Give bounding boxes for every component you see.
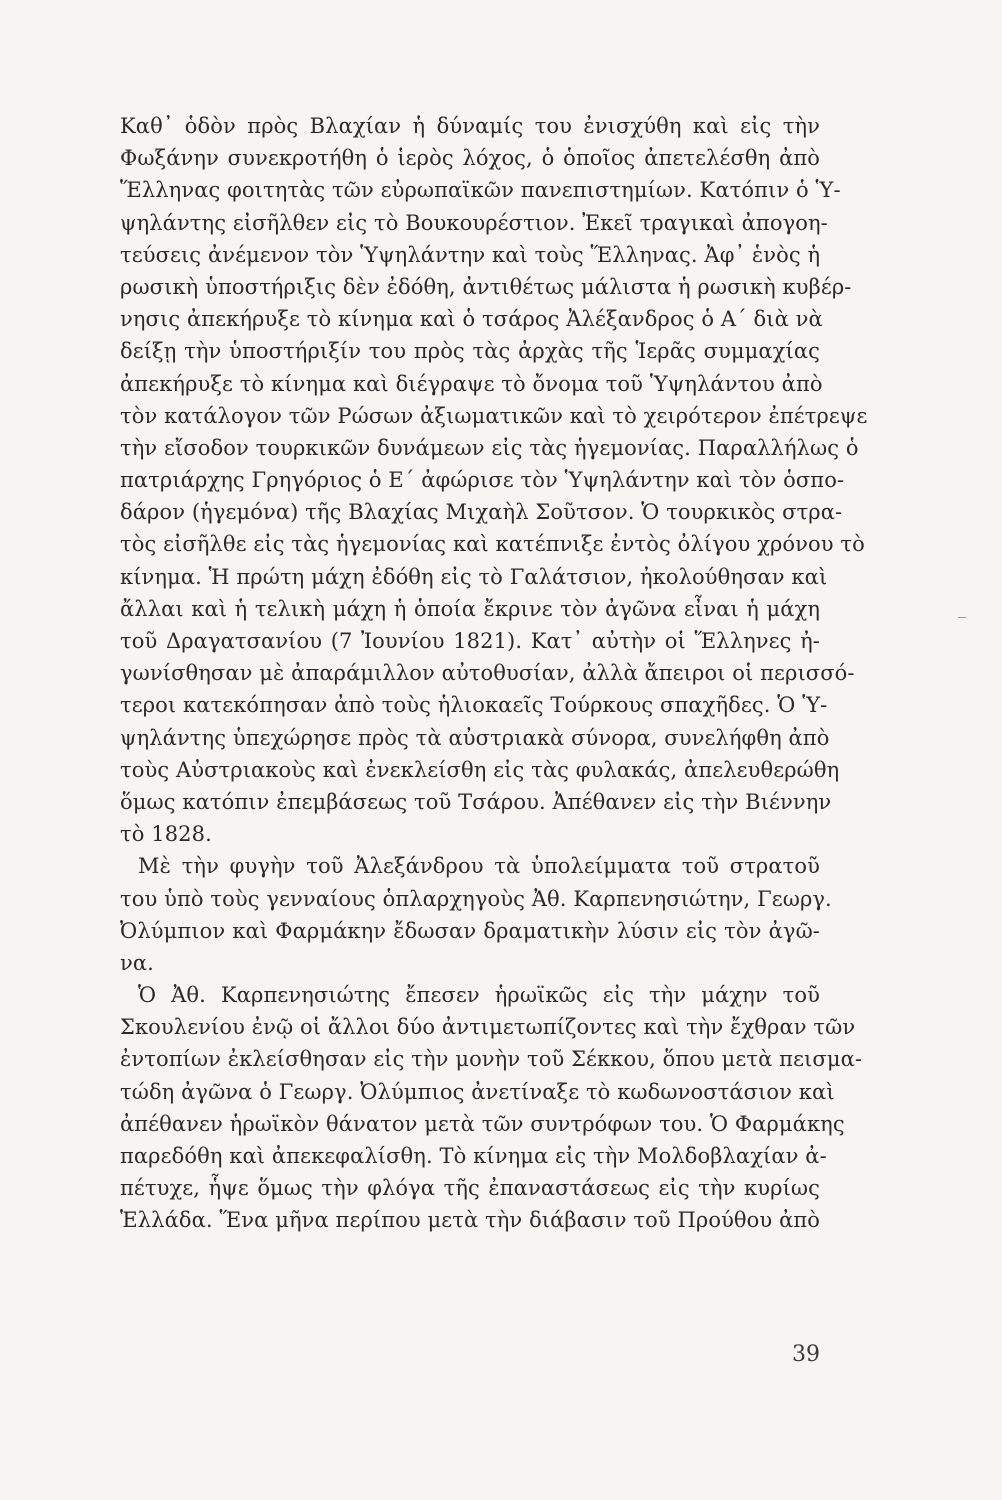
text-line: Σκουλενίου ἐνῷ οἱ ἄλλοι δύο ἀντιμετωπίζοντες καὶ τὴν ἔχθραν τῶν (120, 1015, 856, 1040)
text-line: τὸν κατάλογον τῶν Ρώσων ἀξιωματικῶν καὶ τὸ χειρότερον ἐπέτρεψε (120, 403, 868, 428)
text-line: Ἕλληνας φοιτητὰς τῶν εὐρωπαϊκῶν πανεπιστημίων. Κατόπιν ὁ Ὑ- (120, 178, 841, 203)
text-line: πατριάρχης Γρηγόριος ὁ Ε΄ ἀφώρισε τὸν Ὑψηλάντην καὶ τὸν ὁσπο- (120, 468, 845, 493)
text-line: τὸς εἰσῆλθε εἰς τὰς ἡγεμονίας καὶ κατέπνιξε ἐντὸς ὀλίγου χρόνου τὸ (120, 532, 865, 557)
text-line: Ἑλλάδα. Ἕνα μῆνα περίπου μετὰ τὴν διάβασιν τοῦ Προύθου ἀπὸ (120, 1208, 820, 1233)
text-line: ψηλάντης ὑπεχώρησε πρὸς τὰ αὐστριακὰ σύνορα, συνελήφθη ἀπὸ (120, 725, 830, 750)
text-line: Ὀλύμπιον καὶ Φαρμάκην ἔδωσαν δραματικὴν λύσιν εἰς τὸν ἀγῶ- (120, 918, 820, 943)
text-line: Καθ᾽ ὁδὸν πρὸς Βλαχίαν ἡ δύναμίς του ἐνισχύθη καὶ εἰς τὴν (120, 114, 820, 138)
body-text (120, 110, 868, 1237)
text-line: τοὺς Αὐστριακοὺς καὶ ἐνεκλείσθη εἰς τὰς φυλακάς, ἀπελευθερώθη (120, 757, 840, 782)
text-line: κίνημα. Ἡ πρώτη μάχη ἐδόθη εἰς τὸ Γαλάτσιον, ἠκολούθησαν καὶ (120, 564, 828, 589)
text-line: ὅμως κατόπιν ἐπεμβάσεως τοῦ Τσάρου. Ἀπέθανεν εἰς τὴν Βιέννην (120, 789, 832, 814)
text-line: Φωξάνην συνεκροτήθη ὁ ἱερὸς λόχος, ὁ ὁποῖος ἀπετελέσθη ἀπὸ (120, 146, 820, 171)
text-line: τώδη ἀγῶνα ὁ Γεωργ. Ὀλύμπιος ἀνετίναξε τὸ κωδωνοστάσιον καὶ (120, 1079, 835, 1104)
text-line: ρωσικὴ ὑποστήριξις δὲν ἐδόθη, ἀντιθέτως μάλιστα ἡ ρωσικὴ κυβέρ- (120, 274, 852, 299)
text-line: παρεδόθη καὶ ἀπεκεφαλίσθη. Τὸ κίνημα εἰς τὴν Μολδοβλαχίαν ἀ- (120, 1144, 827, 1168)
text-line: πέτυχε, ἧψε ὅμως τὴν φλόγα τῆς ἐπαναστάσεως εἰς τὴν κυρίως (120, 1176, 820, 1201)
page-number: 39 (792, 1342, 820, 1367)
text-line: του ὑπὸ τοὺς γενναίους ὁπλαρχηγοὺς Ἀθ. Καρπενησιώτην, Γεωργ. (120, 886, 832, 911)
text-line: δάρον (ἡγεμόνα) τῆς Βλαχίας Μιχαὴλ Σοῦτσον. Ὁ τουρκικὸς στρα- (120, 500, 843, 525)
text-line: δείξῃ τὴν ὑποστήριξίν του πρὸς τὰς ἀρχὰς τῆς Ἱερᾶς συμμαχίας (120, 339, 820, 364)
text-line: γωνίσθησαν μὲ ἀπαράμιλλον αὐτοθυσίαν, ἀλλὰ ἄπειροι οἱ περισσό- (120, 661, 855, 686)
text-line: να. (120, 950, 154, 975)
text-line: ἄλλαι καὶ ἡ τελικὴ μάχη ἡ ὁποία ἔκρινε τὸν ἀγῶνα εἶναι ἡ μάχη (120, 596, 820, 621)
text-line: ἐντοπίων ἐκλείσθησαν εἰς τὴν μονὴν τοῦ Σέκκου, ὅπου μετὰ πεισμα- (120, 1047, 863, 1072)
text-line: ψηλάντης εἰσῆλθεν εἰς τὸ Βουκουρέστιον. Ἐκεῖ τραγικαὶ ἀπογοη- (120, 210, 828, 235)
text-line: τεροι κατεκόπησαν ἀπὸ τοὺς ἡλιοκαεῖς Τούρκους σπαχῆδες. Ὁ Ὑ- (120, 693, 828, 718)
text-line: Ὁ Ἀθ. Καρπενησιώτης ἔπεσεν ἡρωϊκῶς εἰς τὴν μάχην τοῦ (138, 983, 820, 1008)
text-line: ἀπεκήρυξε τὸ κίνημα καὶ διέγραψε τὸ ὄνομα τοῦ Ὑψηλάντου ἀπὸ (120, 371, 823, 396)
text-line: νησις ἀπεκήρυξε τὸ κίνημα καὶ ὁ τσάρος Ἀλέξανδρος ὁ Α΄ διὰ νὰ (120, 307, 823, 332)
text-line: τεύσεις ἀνέμενον τὸν Ὑψηλάντην καὶ τοὺς Ἕλληνας. Ἀφ᾽ ἑνὸς ἡ (120, 242, 821, 267)
text-line: τὸ 1828. (120, 822, 212, 847)
text-line: Μὲ τὴν φυγὴν τοῦ Ἀλεξάνδρου τὰ ὑπολείμματα τοῦ στρατοῦ (138, 854, 820, 879)
margin-mark (958, 617, 966, 618)
text-line: ἀπέθανεν ἡρωϊκὸν θάνατον μετὰ τῶν συντρόφων του. Ὁ Φαρμάκης (120, 1111, 845, 1136)
text-line: τοῦ Δραγατσανίου (7 Ἰουνίου 1821). Κατ᾽ αὐτὴν οἱ Ἕλληνες ἠ- (120, 629, 820, 653)
text-line: τὴν εἴσοδον τουρκικῶν δυνάμεων εἰς τὰς ἡγεμονίας. Παραλλήλως ὁ (120, 435, 859, 460)
